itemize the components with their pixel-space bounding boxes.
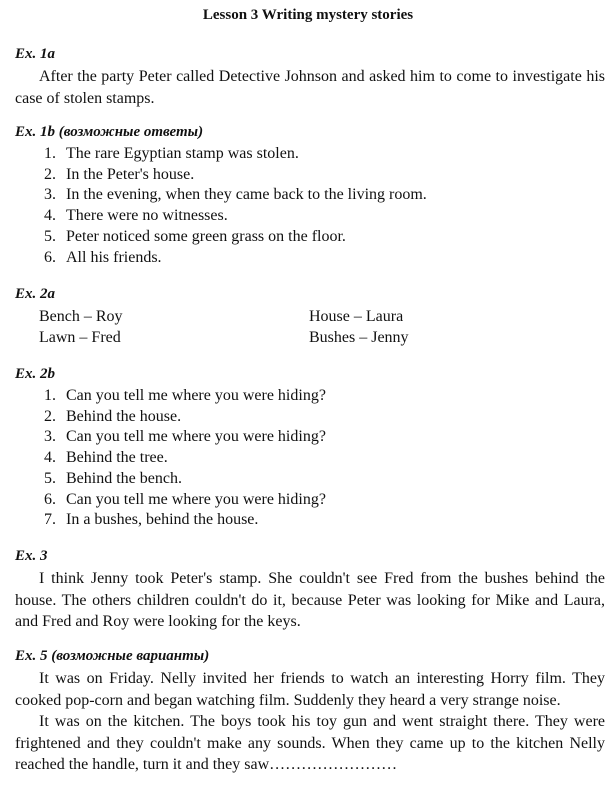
paragraph: It was on the kitchen. The boys took his toy gun and went straight there. They were frightened and they couldn't make any sounds. When they came up to the kitchen Nelly reached the handle, turn it and they saw…………………… <box>15 713 605 773</box>
item-text: In the Peter's house. <box>66 165 195 183</box>
paragraph: It was on Friday. Nelly invited her friends to watch an interesting Horry film. They cooked pop-corn and began watching film. Suddenly they heard a very strange noise. <box>15 670 605 709</box>
pair: Lawn – Fred <box>39 329 121 346</box>
item-text: Can you tell me where you were hiding? <box>66 490 326 508</box>
item-number: 4. <box>44 449 56 467</box>
list-item <box>15 248 605 269</box>
exercise-heading: Ex. 3 <box>15 548 48 564</box>
exercise-heading: Ex. 1b (возможные ответы) <box>15 124 204 140</box>
item-text: Behind the tree. <box>66 449 168 467</box>
item-text: In a bushes, behind the house. <box>66 511 259 529</box>
exercise-2a <box>15 284 605 348</box>
item-text: There were no witnesses. <box>66 207 228 225</box>
item-number: 3. <box>44 428 56 446</box>
paragraph: I think Jenny took Peter's stamp. She couldn't see Fred from the bushes behind the house. The others children couldn't do it, because Peter was looking for Mike and Laura, and Fred and Roy were looking for the keys. <box>15 570 605 630</box>
list-item <box>15 165 605 186</box>
item-number: 7. <box>44 511 56 529</box>
list-item <box>15 206 605 227</box>
item-number: 2. <box>44 165 56 183</box>
pair: Bench – Roy <box>39 308 123 325</box>
exercise-heading: Ex. 1a <box>15 46 56 62</box>
page-title: Lesson 3 Writing mystery stories <box>202 7 414 23</box>
exercise-heading: Ex. 5 (возможные варианты) <box>15 648 210 664</box>
list-item <box>15 448 605 469</box>
exercise-1a <box>15 44 605 109</box>
list-item <box>15 144 605 165</box>
item-number: 5. <box>44 469 56 487</box>
list-item <box>15 427 605 448</box>
exercise-5 <box>15 646 605 776</box>
item-number: 4. <box>44 207 56 225</box>
item-number: 1. <box>44 387 56 404</box>
list-item <box>15 407 605 428</box>
item-number: 1. <box>44 145 56 162</box>
list-item <box>15 185 605 206</box>
exercise-3 <box>15 546 605 633</box>
list-item <box>15 386 605 407</box>
item-number: 6. <box>44 490 56 508</box>
item-text: The rare Egyptian stamp was stolen. <box>66 145 299 162</box>
item-text: Behind the bench. <box>66 469 182 487</box>
paragraph: After the party Peter called Detective Johnson and asked him to come to investigate his case of stolen stamps. <box>15 68 605 107</box>
pair: House – Laura <box>309 308 404 325</box>
exercise-heading: Ex. 2b <box>15 366 56 382</box>
item-number: 5. <box>44 227 56 245</box>
exercise-1b <box>15 122 605 268</box>
exercise-2b <box>15 364 605 531</box>
item-text: Can you tell me where you were hiding? <box>66 387 326 404</box>
list-item <box>15 510 605 531</box>
item-text: Can you tell me where you were hiding? <box>66 428 326 446</box>
item-text: All his friends. <box>66 248 162 266</box>
item-text: Peter noticed some green grass on the floor. <box>66 227 346 245</box>
item-text: In the evening, when they came back to the living room. <box>66 186 427 204</box>
pair: Bushes – Jenny <box>309 329 409 346</box>
list-item <box>15 227 605 248</box>
list-item <box>15 490 605 511</box>
list-item <box>15 469 605 490</box>
item-number: 6. <box>44 248 56 266</box>
exercise-heading: Ex. 2a <box>15 286 56 302</box>
item-number: 2. <box>44 407 56 425</box>
item-text: Behind the house. <box>66 407 182 425</box>
item-number: 3. <box>44 186 56 204</box>
